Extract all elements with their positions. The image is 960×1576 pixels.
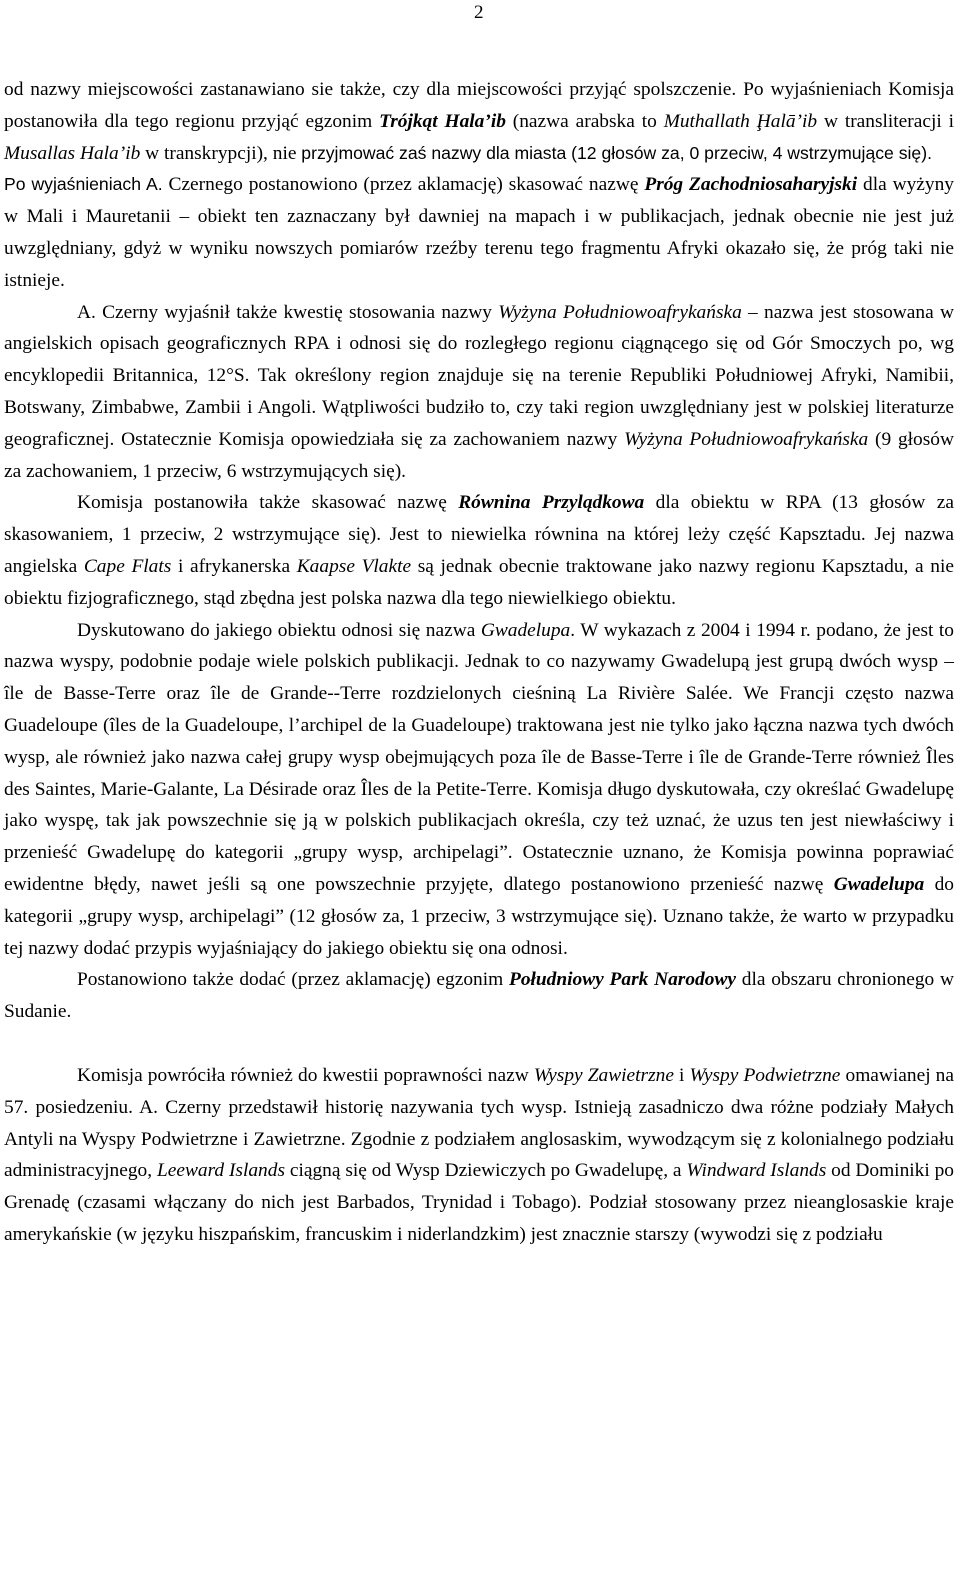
exonym: Południowy Park Narodowy: [508, 969, 736, 991]
paragraph-7: [4, 1060, 954, 1251]
foreign-name: Wyżyna Południowoafrykańska: [498, 301, 742, 323]
text: Komisja powróciła również do kwestii poprawności nazw: [77, 1064, 534, 1086]
paragraph-gap: [4, 1028, 954, 1060]
text: dla wyżyny w Mali i Mauretanii – obiekt ten zaznaczany był dawniej na mapach i w publikacjach, jednak obecnie nie jest już uwzględniany, gdyż w wyniku nowszych pomiarów rzeźby terenu tego fragmentu Afryki okazało się, że próg taki nie istnieje.: [4, 174, 954, 291]
text: Dyskutowano do jakiego obiektu odnosi się nazwa: [77, 619, 481, 641]
text: (9 głosów za zachowaniem, 1 przeciw, 6 wstrzymujących się).: [4, 428, 954, 482]
text: Czernego postanowiono (przez aklamację) skasować nazwę: [162, 174, 645, 196]
foreign-name: Wyżyna Południowoafrykańska: [624, 428, 869, 450]
foreign-name: Leeward Islands: [156, 1160, 285, 1182]
text: . W wykazach z 2004 i 1994 r. podano, że jest to nazwa wyspy, podobnie podaje wiele polskich publikacji. Jednak to co nazywamy Gwadelupą jest grupą dwóch wysp – île de Basse-Terre oraz île de Grande--Terre rozdzielonych cieśniną La Rivière Salée. We Francji często nazwa Guadeloupe (îles de la Guadeloupe, l’archipel de la Guadeloupe) traktowana jest nie tylko jako łączna nazwa tych dwóch wysp, ale również jako nazwa całej grupy wysp obejmujących poza île de Basse-Terre i île de Grande-Terre również Îles des Saintes, Marie-Galante, La Désirade oraz Îles de la Petite-Terre. Komisja długo dyskutowała, czy określać Gwadelupę jako wyspę, tak jak powszechnie się ją w polskich publikacjach określa, czy też uznać, że uzus ten jest niewłaściwy i przenieść Gwadelupę do kategorii „grupy wysp, archipelagi”. Ostatecznie uznano, że Komisja powinna poprawiać ewidentne błędy, nawet jeśli są one powszechnie przyjęte, dlatego postanowiono przenieść nazwę: [4, 619, 954, 895]
text: od nazwy miejscowości zastanawiano sie także, czy dla miejscowości przyjąć spolszczenie. Po wyjaśnieniach Komisja postanowiła dla tego regionu przyjąć egzonim: [4, 79, 954, 132]
foreign-name: Windward Islands: [686, 1160, 827, 1182]
text: dla obiektu w RPA (13 głosów za skasowaniem, 1 przeciw, 2 wstrzymujące się). Jest to niewielka równina na której leży część Kapsztadu. Jej nazwa angielska: [4, 492, 954, 577]
text: – nazwa jest stosowana w angielskich opisach geograficznych RPA i odnosi się do rozległego regionu ciągnącego się od Gór Smoczych po, wg encyklopedii Britannica, 12°S. Tak określony region znajduje się na terenie Republiki Południowej Afryki, Namibii, Botswany, Zimbabwe, Zambii i Angoli. Wątpliwości budziło to, czy taki region uwzględniany jest w polskiej literaturze geograficznej. Ostatecznie Komisja opowiedziała się za zachowaniem nazwy: [4, 301, 954, 450]
foreign-name: Muthallath Ḩalā’ib: [663, 110, 818, 132]
text: Postanowiono także dodać (przez aklamację) egzonim: [77, 969, 509, 991]
exonym: Trójkąt Hala’ib: [379, 110, 506, 132]
text: i: [673, 1064, 690, 1086]
text: w transkrypcji), nie: [140, 142, 302, 164]
text: w transliteracji i: [817, 110, 955, 132]
foreign-name: Kaapse Vlakte: [296, 555, 412, 577]
text: (nazwa arabska to: [505, 110, 664, 132]
foreign-name: Musallas Hala’ib: [4, 142, 141, 164]
exonym: Próg Zachodniosaharyjski: [644, 174, 858, 196]
foreign-name: Cape Flats: [83, 555, 172, 577]
text: Komisja postanowiła także skasować nazwę: [77, 492, 459, 514]
paragraph-1: [4, 74, 954, 169]
exonym: Równina Przylądkowa: [458, 492, 645, 514]
foreign-name: Wyspy Podwietrzne: [689, 1064, 841, 1086]
text: i afrykanerska: [171, 555, 297, 577]
paragraph-3: [4, 297, 954, 488]
text: dla obszaru chronionego w Sudanie.: [4, 969, 954, 1023]
paragraph-2: [4, 169, 954, 296]
paragraph-4: [4, 487, 954, 614]
paragraph-6: [4, 964, 954, 1028]
foreign-name: Gwadelupa: [480, 619, 571, 641]
text: przyjmować zaś nazwy dla miasta (12 głosów za, 0 przeciw, 4 wstrzymujące się).: [301, 142, 932, 163]
text: omawianej na 57. posiedzeniu. A. Czerny przedstawił historię nazywania tych wysp. Istnieją zasadniczo dwa różne podziały Małych Antyli na Wyspy Podwietrzne i Zawietrzne. Zgodnie z podziałem anglosaskim, wywodzącym się z kolonialnego podziału administracyjnego,: [4, 1064, 954, 1182]
paragraph-5: [4, 615, 954, 965]
text: A. Czerny wyjaśnił także kwestię stosowania nazwy: [77, 301, 499, 323]
exonym: Gwadelupa: [833, 873, 925, 895]
foreign-name: Wyspy Zawietrzne: [533, 1064, 674, 1086]
text: do kategorii „grupy wysp, archipelagi” (12 głosów za, 1 przeciw, 3 wstrzymujące się). Uznano także, że warto w przypadku tej nazwy dodać przypis wyjaśniający do jakiego obiektu się ona odnosi.: [4, 873, 954, 959]
page-number: 2: [474, 2, 484, 23]
text: są jednak obecnie traktowane jako nazwy regionu Kapsztadu, a nie obiektu fizjograficznego, stąd zbędna jest polska nazwa dla tego niewielkiego obiektu.: [4, 555, 954, 609]
document-body: [4, 74, 954, 1251]
text: ciągną się od Wysp Dziewiczych po Gwadelupę, a: [285, 1160, 687, 1182]
text: Po wyjaśnieniach A.: [4, 174, 163, 195]
text: od Dominiki po Grenadę (czasami włączany do nich jest Barbados, Trynidad i Tobago). Podział stosowany przez nieanglosaskie kraje amerykańskie (w języku hiszpańskim, francuskim i niderlandzkim) jest znacznie starszy (wywodzi się z podziału: [4, 1160, 954, 1245]
